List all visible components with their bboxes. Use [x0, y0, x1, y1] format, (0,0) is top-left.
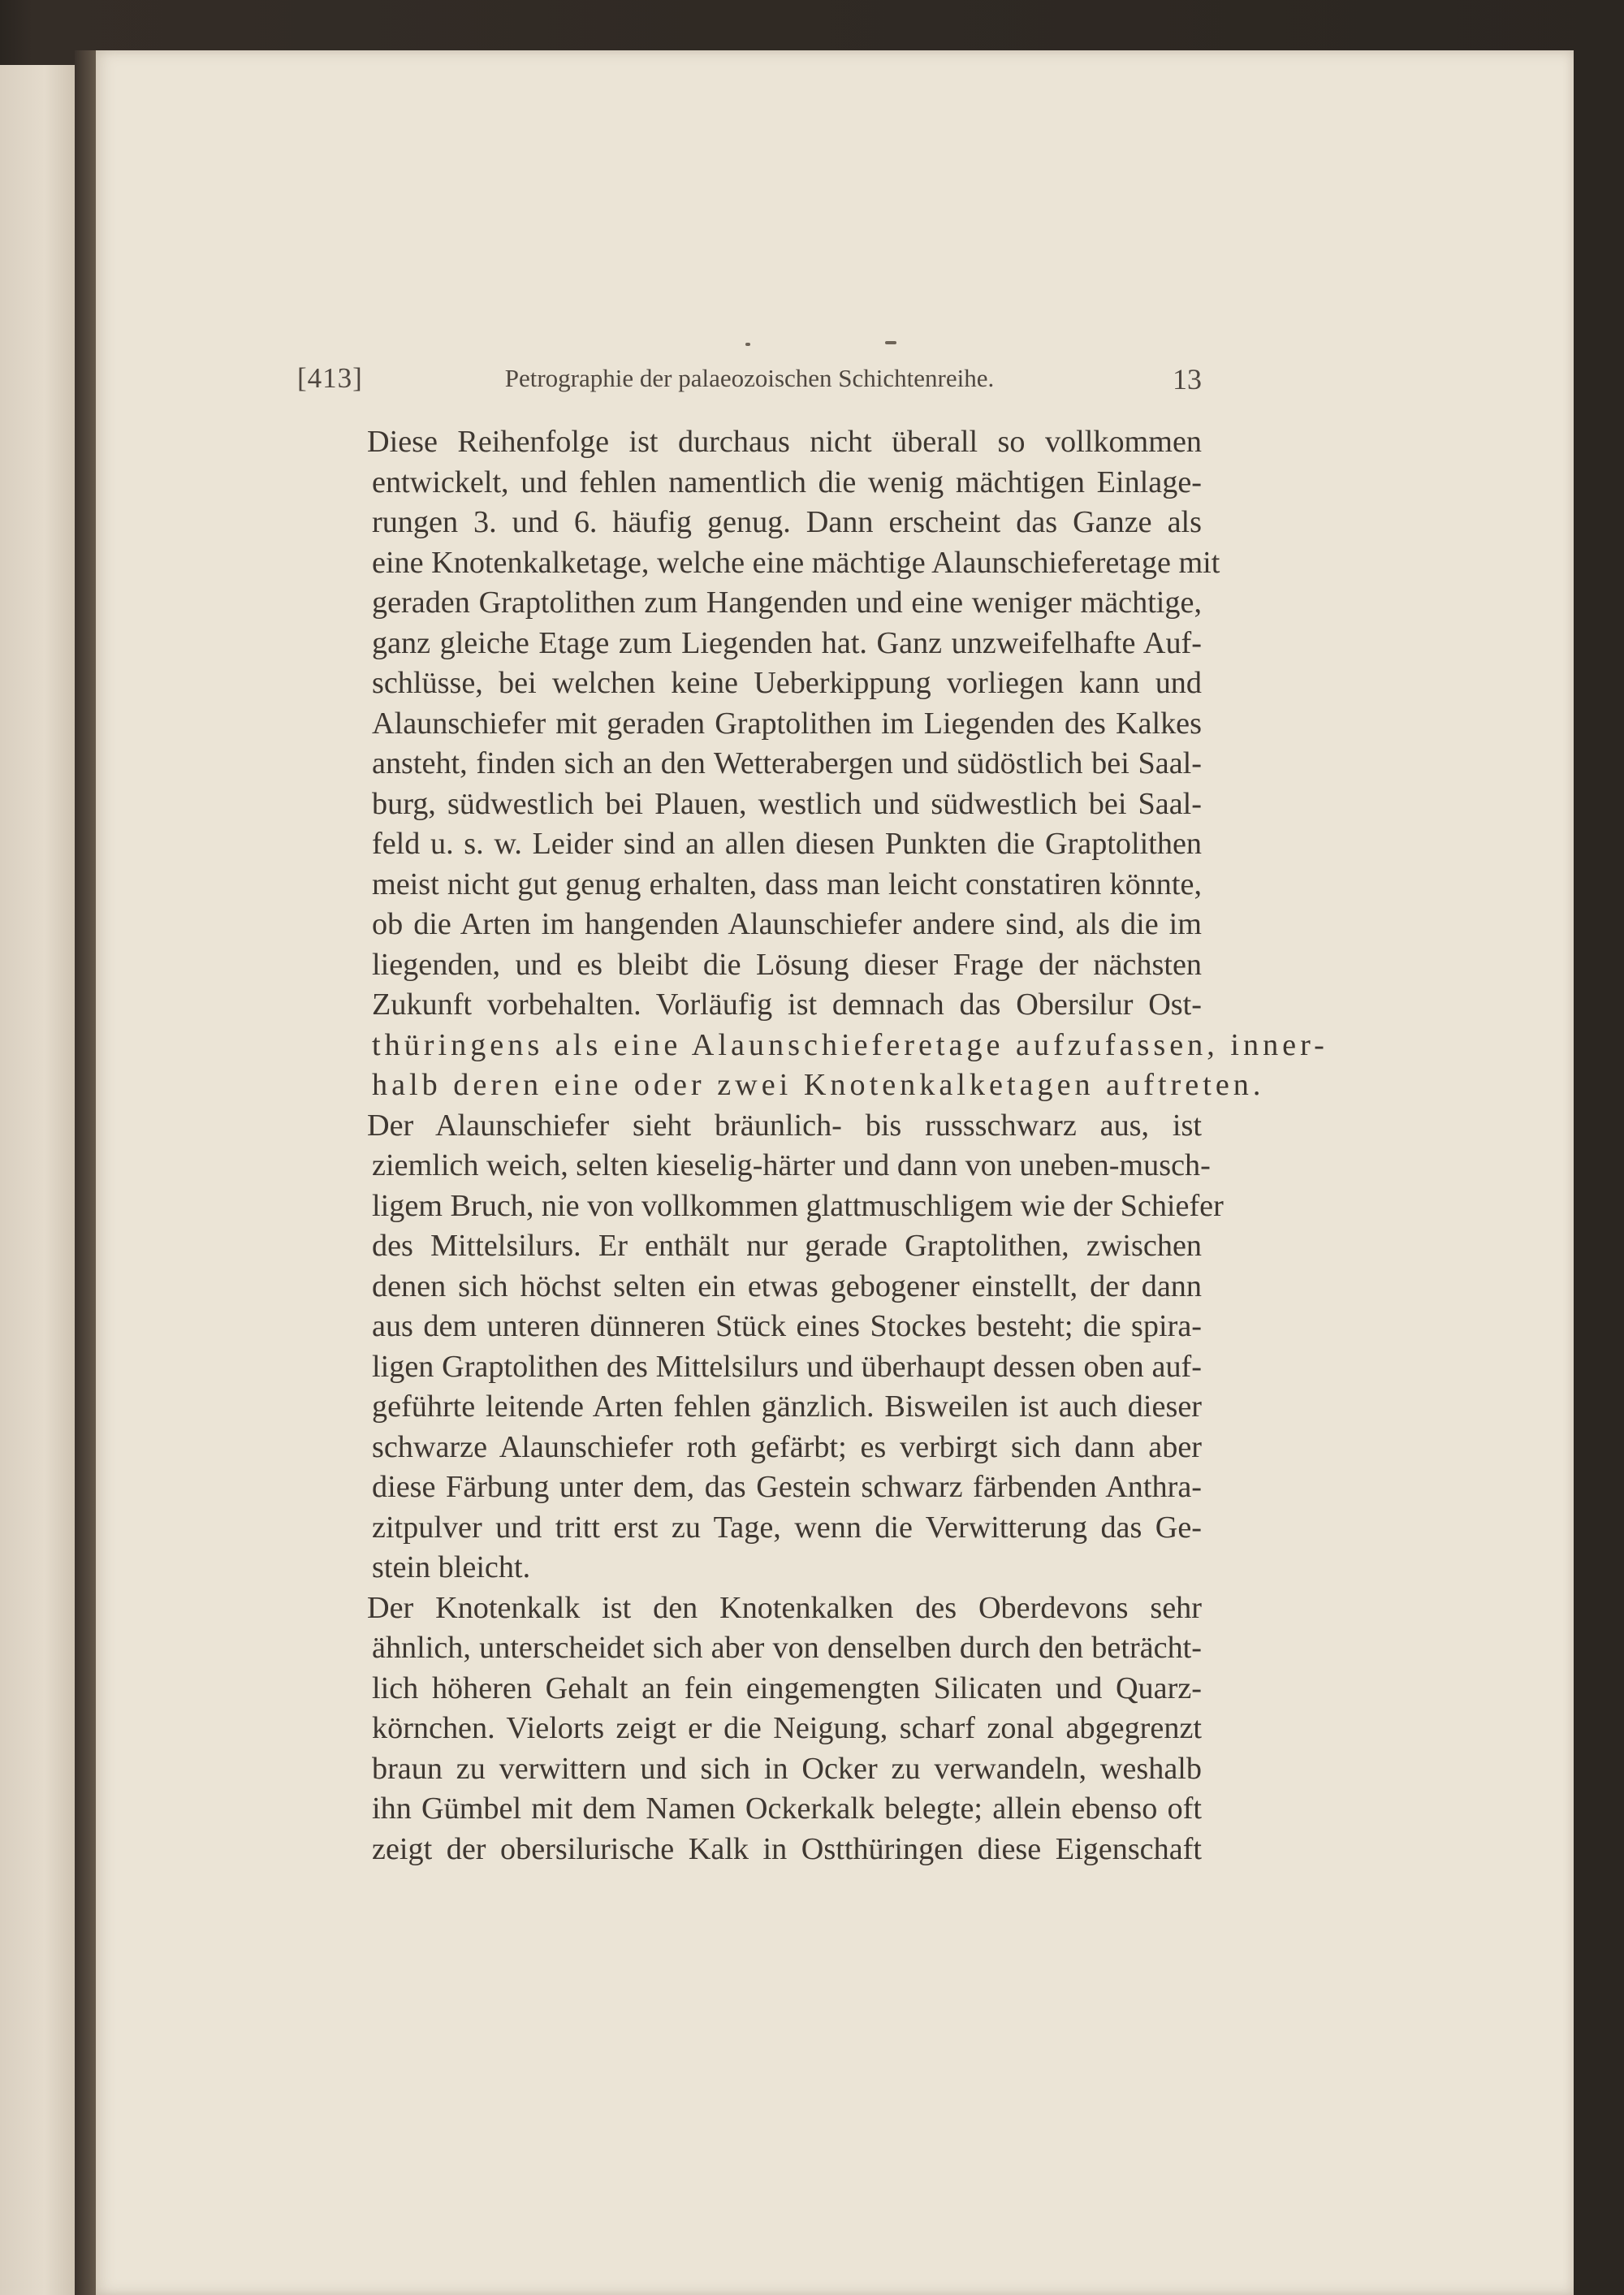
text-line: Zukunft vorbehalten. Vorläufig ist demnach das Obersilur Ost- — [372, 988, 1202, 1022]
text-line: zitpulver und tritt erst zu Tage, wenn die Verwitterung das Ge- — [372, 1510, 1202, 1545]
ink-speck — [885, 341, 896, 344]
text-line: diese Färbung unter dem, das Gestein schwarz färbenden Anthra- — [372, 1470, 1202, 1504]
text-line: schlüsse, bei welchen keine Ueberkippung vorliegen kann und — [372, 666, 1202, 700]
page-body — [297, 422, 1328, 1869]
text-line: stein bleicht. — [372, 1550, 531, 1584]
paragraph — [297, 1588, 1202, 1870]
text-line: geraden Graptolithen zum Hangenden und eine weniger mächtige, — [372, 586, 1202, 620]
text-line: ligen Graptolithen des Mittelsilurs und überhaupt dessen oben auf- — [372, 1349, 1202, 1384]
previous-page-edge — [0, 65, 76, 2295]
text-line: braun zu verwittern und sich in Ocker zu verwandeln, weshalb — [372, 1751, 1202, 1786]
text-line: ansteht, finden sich an den Wetterabergen und südöstlich bei Saal- — [372, 746, 1202, 780]
running-header — [297, 362, 1202, 411]
text-line: denen sich höchst selten ein etwas gebogener einstellt, der dann — [372, 1269, 1202, 1303]
text-line: ob die Arten im hangenden Alaunschiefer andere sind, als die im — [372, 907, 1202, 941]
paragraph — [297, 422, 1328, 1106]
text-line: Alaunschiefer mit geraden Graptolithen im Liegenden des Kalkes — [372, 706, 1202, 741]
text-line: aus dem unteren dünneren Stück eines Stockes besteht; die spira- — [372, 1309, 1202, 1343]
page-number: 13 — [1173, 363, 1202, 395]
text-line: ganz gleiche Etage zum Liegenden hat. Ganz unzweifelhafte Auf- — [372, 625, 1202, 660]
original-page-number: [413] — [297, 362, 363, 394]
text-line: burg, südwestlich bei Plauen, westlich und südwestlich bei Saal- — [372, 786, 1202, 821]
text-line: halb deren eine oder zwei Knotenkalketagen auftreten. — [372, 1068, 1265, 1102]
paragraph — [297, 1106, 1224, 1588]
text-line: feld u. s. w. Leider sind an allen diesen Punkten die Graptolithen — [372, 827, 1202, 861]
text-line: meist nicht gut genug erhalten, dass man leicht constatiren könnte, — [372, 867, 1202, 901]
text-line: rungen 3. und 6. häufig genug. Dann erscheint das Ganze als — [372, 505, 1202, 539]
text-line: ihn Gümbel mit dem Namen Ockerkalk belegte; allein ebenso oft — [372, 1791, 1202, 1826]
text-line: ligem Bruch, nie von vollkommen glattmuschligem wie der Schiefer — [372, 1188, 1224, 1223]
text-line: liegenden, und es bleibt die Lösung dieser Frage der nächsten — [372, 947, 1202, 982]
text-line: Der Alaunschiefer sieht bräunlich- bis russschwarz aus, ist — [367, 1108, 1202, 1143]
text-line: Der Knotenkalk ist den Knotenkalken des Oberdevons sehr — [367, 1590, 1202, 1625]
text-line: zeigt der obersilurische Kalk in Ostthüringen diese Eigenschaft — [372, 1831, 1202, 1866]
running-title: Petrographie der palaeozoischen Schichtenreihe. — [504, 364, 995, 392]
text-line: des Mittelsilurs. Er enthält nur gerade Graptolithen, zwischen — [372, 1229, 1202, 1263]
text-line: schwarze Alaunschiefer roth gefärbt; es verbirgt sich dann aber — [372, 1429, 1202, 1464]
text-line: lich höheren Gehalt an fein eingemengten Silicaten und Quarz- — [372, 1670, 1202, 1705]
text-line: eine Knotenkalketage, welche eine mächtige Alaunschieferetage mit — [372, 545, 1220, 580]
text-line: geführte leitende Arten fehlen gänzlich. Bisweilen ist auch dieser — [372, 1390, 1202, 1424]
text-line: ähnlich, unterscheidet sich aber von denselben durch den beträcht- — [372, 1631, 1202, 1665]
ink-speck — [745, 343, 750, 346]
text-line: entwickelt, und fehlen namentlich die wenig mächtigen Einlage- — [372, 465, 1202, 499]
text-line: körnchen. Vielorts zeigt er die Neigung, scharf zonal abgegrenzt — [372, 1711, 1202, 1745]
text-line: Diese Reihenfolge ist durchaus nicht überall so vollkommen — [367, 425, 1202, 459]
text-line: thüringens als eine Alaunschieferetage aufzufassen, inner- — [372, 1027, 1328, 1062]
text-line: ziemlich weich, selten kieselig-härter und dann von uneben-musch- — [372, 1148, 1211, 1182]
